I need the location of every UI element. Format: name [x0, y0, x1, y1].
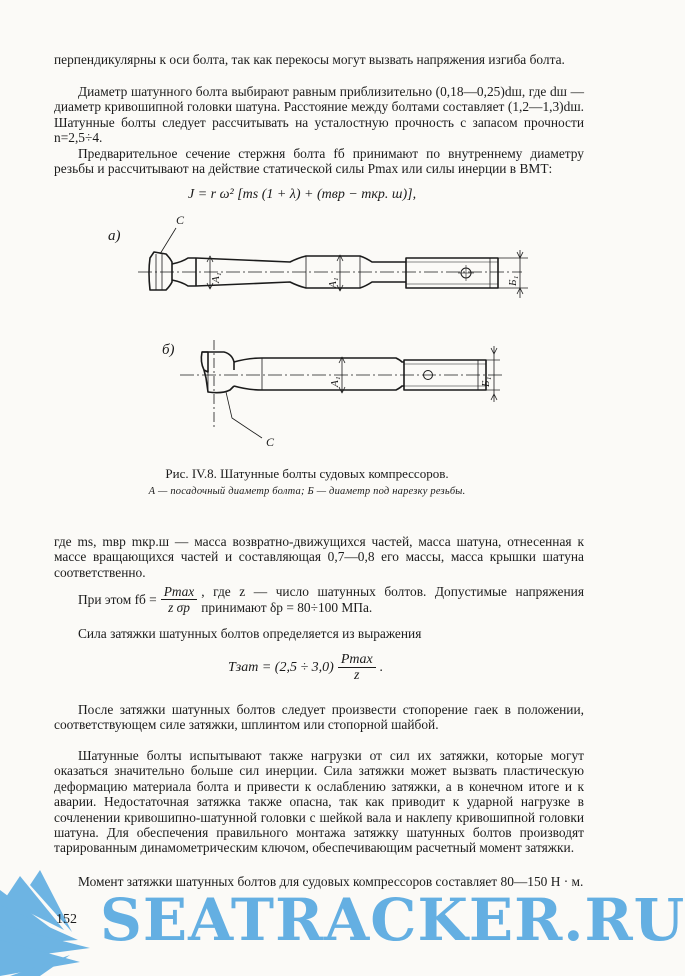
fraction-t-numerator: Pmax — [338, 652, 376, 668]
label-c-top: С — [176, 213, 185, 227]
formula-t-end: . — [379, 659, 384, 675]
formula-t-left: Tзат = (2,5 ÷ 3,0) — [228, 659, 334, 675]
fraction-t-denominator: z — [354, 668, 360, 683]
paragraph-9: Момент затяжки шатунных болтов для судовых компрессоров составляет 80—150 Н · м. — [78, 874, 584, 889]
dim-a1-a-left: А₁ — [210, 272, 222, 283]
dim-a1-b: А₁ — [329, 376, 341, 387]
label-a: а) — [108, 228, 121, 244]
paragraph-2: Диаметр шатунного болта выбирают равным приблизительно (0,18—0,25)dш, где dш — диаметр кривошипной головки шатуна. Расстояние между болтами составляет (1,2—1,3)dш. Шатунные болты следует рассчитывать на усталостную прочность с запасом прочности n=2,5÷4. — [54, 84, 584, 146]
page-number: 152 — [56, 912, 77, 927]
fraction-f-denominator: z σр — [168, 600, 190, 615]
watermark-text: SEATRACKER.RU — [100, 886, 685, 954]
dim-b1-a: Б₁ — [507, 275, 519, 286]
paragraph-5-start: При этом fб = — [78, 591, 157, 607]
formula-inertia: J = r ω² [ms (1 + λ) + (mвр − mкр. ш)], — [188, 187, 417, 202]
paragraph-5-end: , где z — число шатунных болтов. Допустимые напряжения принимают δр = 80÷100 МПа. — [201, 584, 584, 615]
paragraph-6: Сила затяжки шатунных болтов определяется из выражения — [78, 626, 422, 641]
dim-b1-b: Б₁ — [480, 376, 492, 387]
figure-caption: Рис. IV.8. Шатунные болты судовых компрессоров. — [165, 466, 449, 481]
dim-a1-a-mid: А₁ — [327, 277, 339, 288]
paragraph-1: перпендикулярны к оси болта, так как перекосы могут вызвать напряжения изгиба болта. — [54, 52, 565, 67]
fraction-f-numerator: Pmax — [161, 584, 198, 600]
paragraph-3: Предварительное сечение стержня болта fб принимают по внутреннему диаметру резьбы и рассчитывают на действие статической силы Pmax или силы инерции в ВМТ: — [54, 146, 584, 177]
label-c-bottom: С — [266, 435, 275, 449]
paragraph-4: где ms, mвр mкр.ш — масса возвратно-движущихся частей, масса шатуна, отнесенная к массе вращающихся частей и составляющая 0,7—0,8 его массы, масса крышки шатуна соответственно. — [54, 534, 584, 580]
paragraph-7: После затяжки шатунных болтов следует произвести стопорение гаек в положении, соответствующем силе затяжки, шплинтом или стопорной шайбой. — [54, 702, 584, 733]
figure-caption-legend: А — посадочный диаметр болта; Б — диаметр под нарезку резьбы. — [148, 486, 466, 497]
label-b: б) — [162, 342, 175, 358]
paragraph-8: Шатунные болты испытывают также нагрузки от сил их затяжки, которые могут оказаться значительно больше сил инерции. Сила затяжки может вызвать пластическую деформацию материала болта и привести к ослаблению затяжки, а в конечном итоге и к аварии. Недостаточная затяжка также опасна, так как приводит к ударной нагрузке в сочленении кривошипно-шатунной головки с шейкой вала и наклепу кривошипной головки шатуна. Для обеспечения правильного монтажа затяжку шатунных болтов производят тарированным динамометрическим ключом, обеспечивающим расчетный момент затяжки. — [54, 748, 584, 856]
